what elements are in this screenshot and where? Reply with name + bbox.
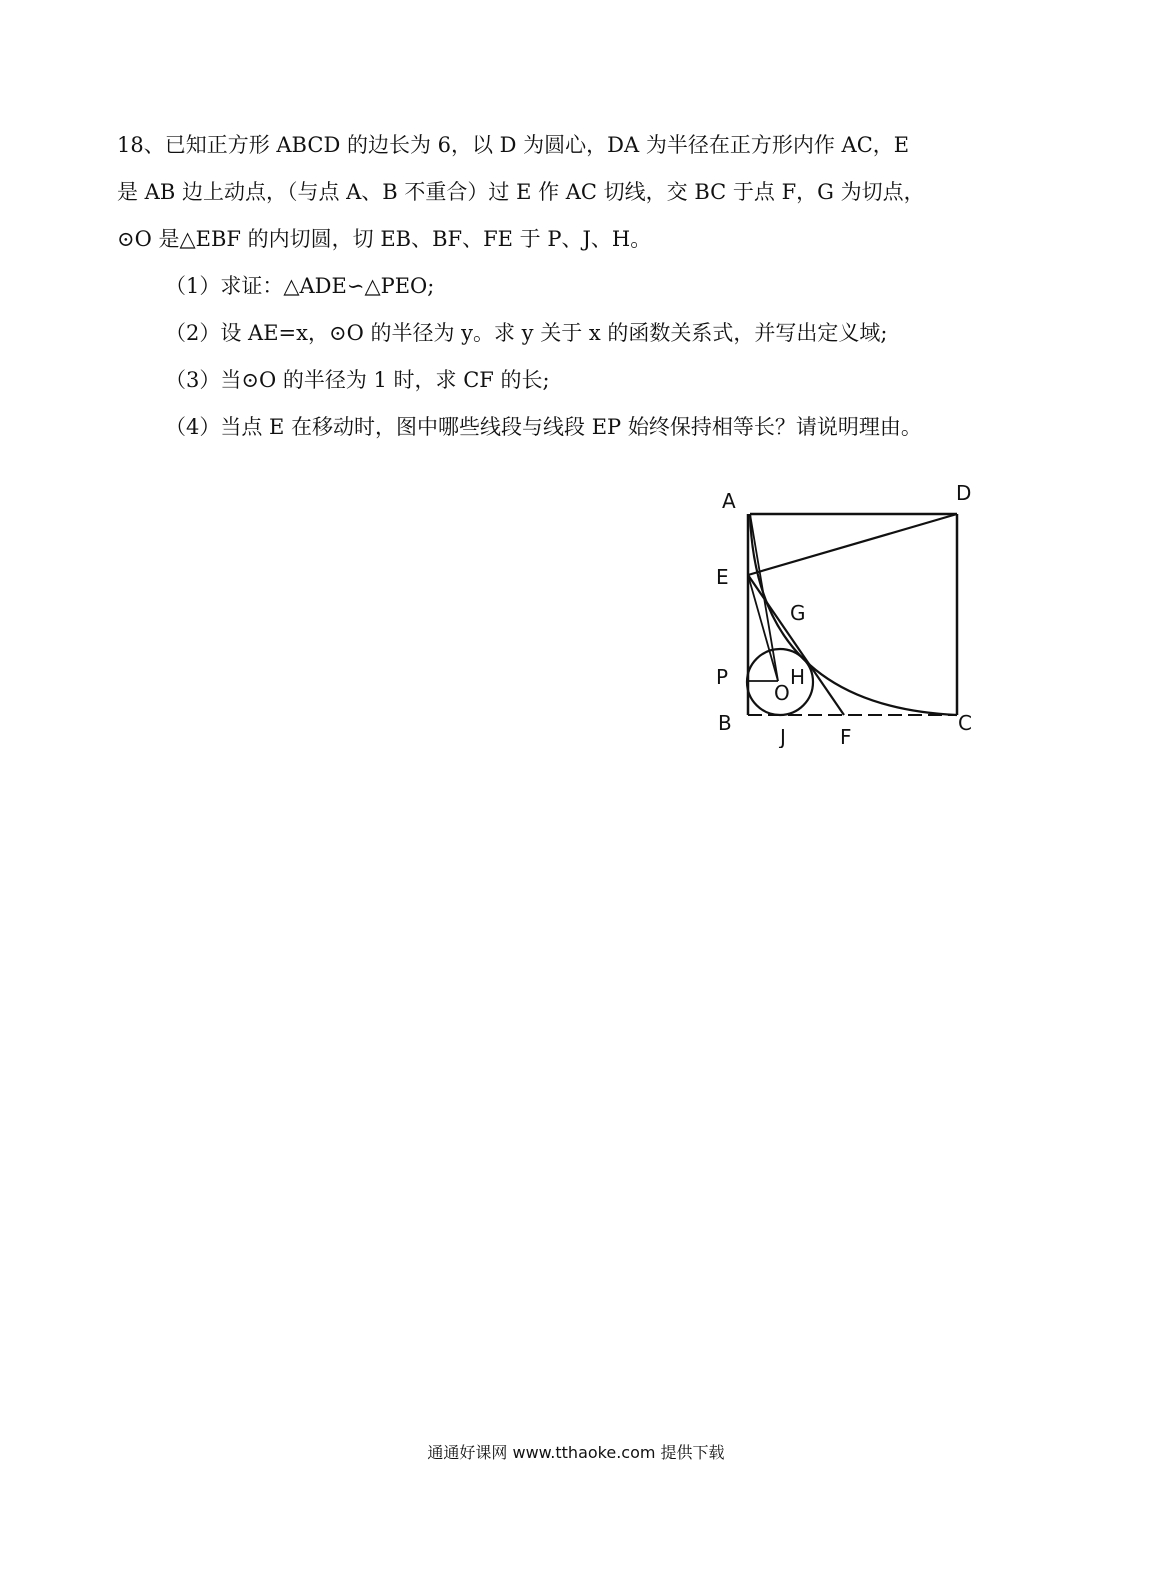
- footer-source: 通通好课网 www.tthaoke.com 提供下载: [427, 1443, 725, 1462]
- question-2: （2）设 AE=x，⊙O 的半径为 y。求 y 关于 x 的函数关系式，并写出定义域;: [165, 321, 888, 345]
- problem-line-2: 是 AB 边上动点，（与点 A、B 不重合）过 E 作 AC 切线，交 BC 于点 F，G 为切点，: [117, 180, 925, 204]
- question-1: （1）求证：△ADE∽△PEO;: [165, 274, 435, 298]
- geometry-diagram: [712, 478, 992, 748]
- segment-ed: [748, 514, 957, 575]
- label-o: O: [774, 681, 790, 705]
- problem-line-3: ⊙O 是△EBF 的内切圆，切 EB、BF、FE 于 P、J、H。: [117, 227, 652, 251]
- label-a: A: [722, 489, 736, 513]
- question-3: （3）当⊙O 的半径为 1 时，求 CF 的长;: [165, 368, 550, 392]
- geometry-figure: [712, 478, 992, 748]
- label-p: P: [716, 665, 729, 689]
- tangent-ef: [748, 575, 844, 715]
- label-c: C: [958, 711, 972, 735]
- label-d: D: [956, 481, 972, 505]
- question-4: （4）当点 E 在移动时，图中哪些线段与线段 EP 始终保持相等长？请说明理由。: [165, 415, 922, 439]
- label-b: B: [718, 711, 732, 735]
- label-g: G: [790, 601, 806, 625]
- problem-text: [117, 122, 1037, 451]
- problem-line-1: 18、已知正方形 ABCD 的边长为 6，以 D 为圆心，DA 为半径在正方形内作 AC，E: [117, 133, 910, 157]
- label-j: J: [780, 725, 786, 748]
- label-e: E: [716, 565, 729, 589]
- label-f: F: [840, 725, 852, 748]
- label-h: H: [790, 665, 806, 689]
